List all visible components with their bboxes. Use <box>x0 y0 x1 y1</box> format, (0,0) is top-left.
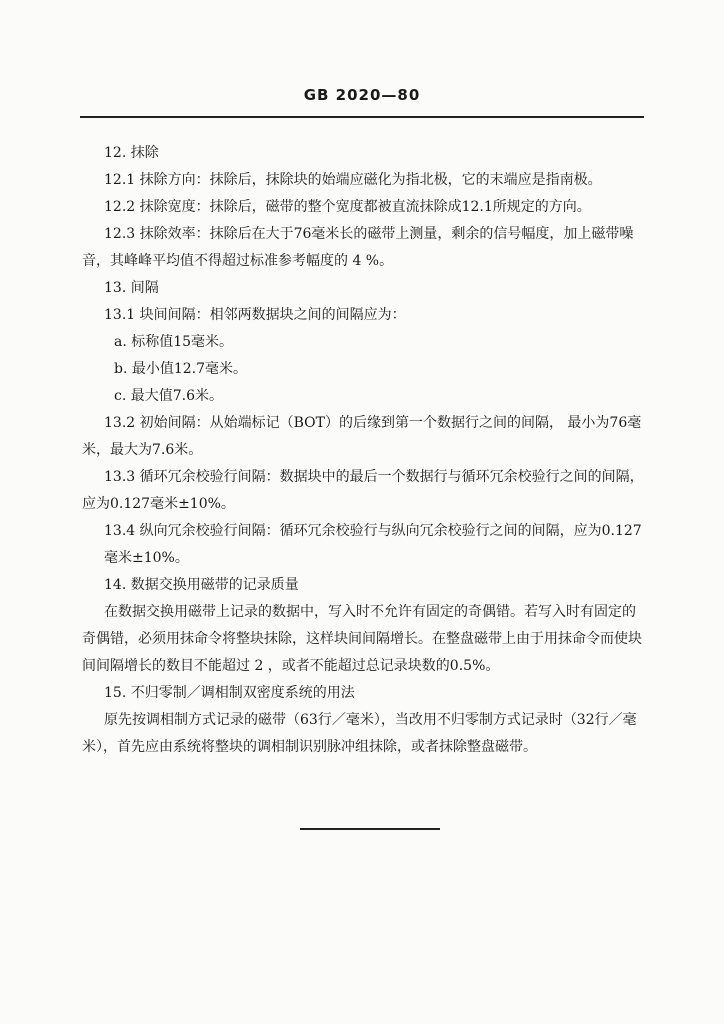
section-14-body: 在数据交换用磁带上记录的数据中，写入时不允许有固定的奇偶错。若写入时有固定的奇偶错，必须用抹命令将整块抹除，这样块间间隔增长。在整盘磁带上由于用抹命令而使块间间隔增长的数目不能超过 2 ，或者不能超过总记录块数的0.5%。 <box>82 604 642 674</box>
section-15-title: 15. 不归零制／调相制双密度系统的用法 <box>104 685 355 701</box>
section-13-4: 13.4 纵向冗余校验行间隔：循环冗余校验行与纵向冗余校验行之间的间隔，应为0.127毫米±10%。 <box>104 523 642 566</box>
end-rule <box>300 828 440 830</box>
section-12-title: 12. 抹除 <box>104 145 159 161</box>
section-12-2: 12.2 抹除宽度：抹除后，磁带的整个宽度都被直流抹除成12.1所规定的方向。 <box>104 199 591 215</box>
section-13-1: 13.1 块间间隔：相邻两数据块之间的间隔应为： <box>104 307 406 323</box>
section-14-title: 14. 数据交换用磁带的记录质量 <box>104 577 299 593</box>
section-12-3: 12.3 抹除效率：抹除后在大于76毫米长的磁带上测量，剩余的信号幅度，加上磁带噪音，其峰峰平均值不得超过标准参考幅度的 4 %。 <box>82 226 634 269</box>
header-rule <box>80 116 644 118</box>
section-15-body: 原先按调相制方式记录的磁带（63行／毫米），当改用不归零制方式记录时（32行／毫米），首先应由系统将整块的调相制识别脉冲组抹除，或者抹除整盘磁带。 <box>82 712 637 755</box>
section-12-1: 12.1 抹除方向：抹除后，抹除块的始端应磁化为指北极，它的末端应是指南极。 <box>104 172 602 188</box>
section-13-1-b: b. 最小值12.7毫米。 <box>114 361 248 377</box>
section-13-1-c: c. 最大值7.6米。 <box>114 388 224 404</box>
section-13-3: 13.3 循环冗余校验行间隔：数据块中的最后一个数据行与循环冗余校验行之间的间隔，应为0.127毫米±10%。 <box>82 469 644 512</box>
section-13-title: 13. 间隔 <box>104 280 159 296</box>
document-body <box>82 140 644 761</box>
page-header-standard: GB 2020—80 <box>303 86 421 104</box>
section-13-2: 13.2 初始间隔：从始端标记（BOT）的后缘到第一个数据行之间的间隔， 最小为76毫米，最大为7.6米。 <box>82 415 642 458</box>
section-13-1-a: a. 标称值15毫米。 <box>114 334 234 350</box>
